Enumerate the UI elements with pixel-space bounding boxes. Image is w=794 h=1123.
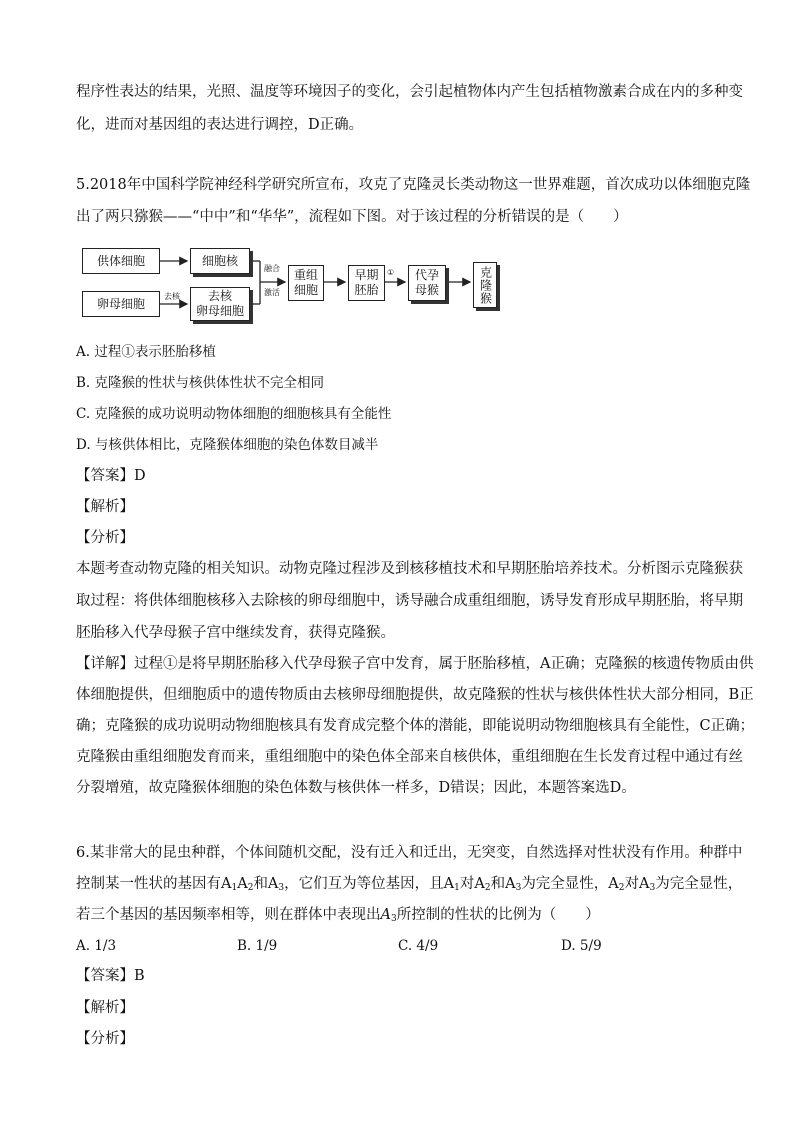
fuse-label: 融合 (264, 264, 280, 273)
q6-option-a: A. 1/3 (76, 938, 117, 954)
q5-stem-line-1: 5.2018年中国科学院神经科学研究所宣布，攻克了克隆灵长类动物这一世界难题，首次成功以体细胞克隆 (76, 177, 751, 193)
q5-jiexi-heading: 【解析】 (76, 499, 134, 515)
q6-option-d: D. 5/9 (561, 938, 602, 954)
q6-stem-line-3: 若三个基因的基因频率相等，则在群体中表现出$A_3$所控制的性状的比例为（ ） (76, 907, 600, 924)
enucleated-oocyte-box (190, 287, 250, 321)
q5-detail-line-3: 确；克隆猴的成功说明动物细胞核具有发育成完整个体的潜能，即能说明动物细胞核具有全能性，C正确； (76, 718, 755, 734)
early-embryo-label-1: 早期 (354, 268, 379, 282)
cloning-flow-diagram (80, 240, 500, 330)
clone-monkey-label: 克隆猴 (478, 265, 493, 305)
q5-option-c: C. 克隆猴的成功说明动物体细胞的细胞核具有全能性 (76, 406, 392, 422)
q6-jiexi-heading: 【解析】 (76, 1000, 134, 1016)
enucleated-label-2: 卵母细胞 (195, 304, 244, 318)
recombined-cell-box (288, 265, 324, 301)
q5-option-d: D. 与核供体相比，克隆猴体细胞的染色体数目减半 (76, 437, 379, 453)
early-embryo-box (348, 265, 385, 301)
surrogate-label-1: 代孕 (414, 268, 439, 282)
q5-analysis-line-3: 胚胎移入代孕母猴子宫中继续发育，获得克隆猴。 (76, 625, 395, 641)
q5-stem-line-2: 出了两只猕猴——“中中”和“华华”，流程如下图。对于该过程的分析错误的是（ ） (76, 209, 628, 225)
q5-analysis-line-1: 本题考查动物克隆的相关知识。动物克隆过程涉及到核移植技术和早期胚胎培养技术。分析图示克隆猴获 (76, 561, 743, 577)
q6-answer: 【答案】B (76, 968, 145, 984)
surrogate-label-2: 母猴 (414, 283, 439, 297)
q6-stem-line-1: 6.某非常大的昆虫种群，个体间随机交配，没有迁入和迁出，无突变，自然选择对性状没有作用。种群中 (76, 845, 743, 861)
q5-option-b: B. 克隆猴的性状与核供体性状不完全相同 (76, 375, 325, 391)
clone-monkey-box (473, 262, 497, 308)
enucleated-label-1: 去核 (207, 289, 232, 303)
intro-line-1: 程序性表达的结果，光照、温度等环境因子的变化，会引起植物体内产生包括植物激素合成在内的多种变 (76, 84, 743, 100)
nucleus-label: 细胞核 (201, 253, 238, 268)
q5-detail-line-2: 体细胞提供，但细胞质中的遗传物质由去核卵母细胞提供，故克隆猴的性状与核供体性状大部分相同，B正 (76, 687, 754, 703)
q5-answer: 【答案】D (76, 468, 146, 484)
donor-cell-box (82, 248, 160, 274)
early-embryo-label-2: 胚胎 (354, 283, 379, 297)
step-1-label: ① (387, 268, 395, 277)
q5-detail-line-4: 克隆猴由重组细胞发育而来，重组细胞中的染色体全部来自核供体，重组细胞在生长发育过程中通过有丝 (76, 749, 743, 765)
surrogate-mother-box (408, 265, 446, 301)
oocyte-box (82, 291, 160, 317)
q5-option-a: A. 过程①表示胚胎移植 (76, 344, 216, 360)
q5-analysis-line-2: 取过程：将供体细胞核移入去除核的卵母细胞中，诱导融合成重组细胞，诱导发育形成早期胚胎，将早期 (76, 593, 743, 609)
q5-detail-line-1: 【详解】过程①是将早期胚胎移入代孕母猴子宫中发育，属于胚胎移植，A正确；克隆猴的核遗传物质由供 (76, 656, 754, 672)
recombined-label-2: 细胞 (293, 283, 318, 297)
q6-option-c: C. 4/9 (398, 938, 439, 954)
q5-detail-line-5: 分裂增殖，故克隆猴体细胞的染色体数与核供体一样多，D错误；因此，本题答案选D。 (76, 780, 636, 796)
q6-fenxi-heading: 【分析】 (76, 1031, 134, 1047)
donor-cell-label: 供体细胞 (96, 253, 145, 268)
recombined-label-1: 重组 (293, 268, 318, 282)
oocyte-label: 卵母细胞 (96, 296, 145, 311)
intro-line-2: 化，进而对基因组的表达进行调控，D正确。 (76, 117, 364, 133)
q6-option-b: B. 1/9 (237, 938, 278, 954)
nucleus-box (190, 248, 250, 274)
q5-fenxi-heading: 【分析】 (76, 530, 134, 546)
remove-nucleus-label: 去核 (164, 292, 180, 301)
q6-stem-line-2: 控制某一性状的基因有$A_1A_2$和$A_3$，它们互为等位基因，且$A_1$对$A_2$和$A_3$为完全显性，$A_2$对$A_3$为完全显性， (76, 876, 743, 893)
activate-label: 激活 (264, 288, 280, 297)
